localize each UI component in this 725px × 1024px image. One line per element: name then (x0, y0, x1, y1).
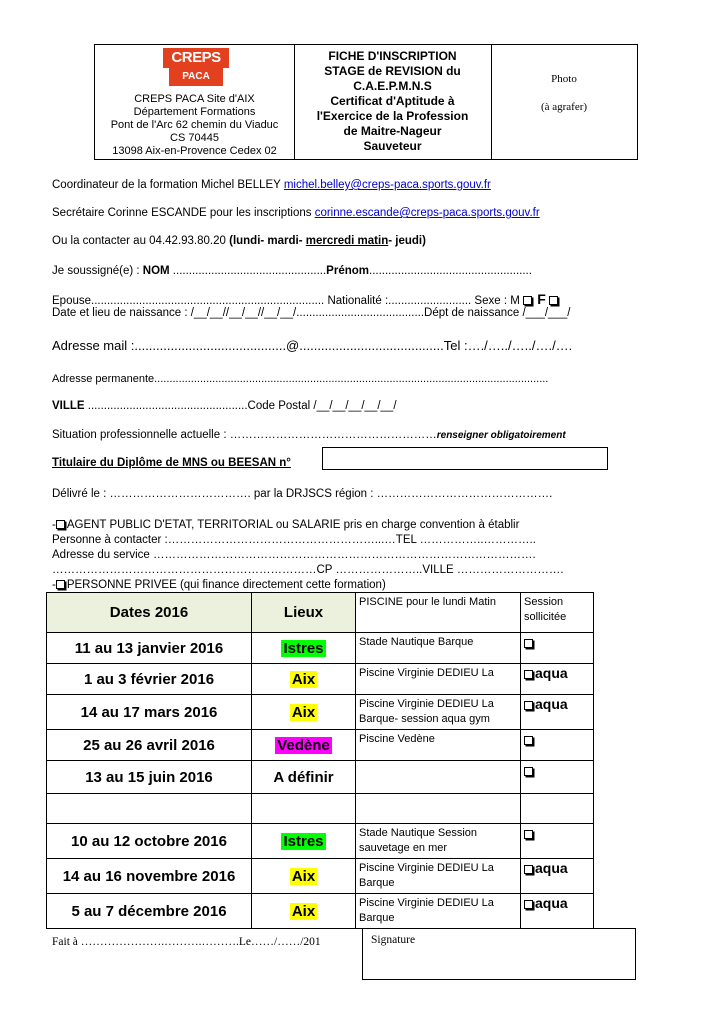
secretary-email-link[interactable]: corinne.escande@creps-paca.sports.gouv.fr (314, 207, 540, 219)
session-checkbox[interactable] (524, 701, 533, 710)
delivered-field[interactable]: Délivré le : ………………………………. par la DRJSCS région : ………………………………………. (52, 488, 553, 500)
agent-option[interactable]: - AGENT PUBLIC D'ETAT, TERRITORIAL ou SALARIE pris en charge convention à établir (52, 519, 520, 531)
table-header-row (47, 593, 594, 633)
table-row: 14 au 17 mars 2016 Aix Piscine Virginie DEDIEU La Barque- session aqua gym aqua (47, 695, 594, 730)
header-lieux: Lieux (252, 593, 356, 633)
header-organization-cell (95, 45, 295, 159)
signature-label: Signature (371, 934, 416, 946)
email-phone-field[interactable]: Adresse mail :..........................................@........................................Tel :…./…../…../…./…. (52, 338, 573, 353)
name-field[interactable]: Je soussigné(e) : NOM ................................................Prénom................................................... (52, 265, 532, 277)
service-address-field[interactable]: Adresse du service ………………………………………………………………………………………. (52, 549, 536, 561)
phone-line: Ou la contacter au 04.42.93.80.20 (lundi- mardi- mercredi matin- jeudi) (52, 235, 426, 247)
photo-label: Photo (551, 73, 577, 85)
diploma-number-input[interactable] (322, 447, 608, 470)
session-checkbox[interactable] (524, 670, 533, 679)
fait-a-field[interactable]: Fait à ………………….……….……….Le……/……/201 (52, 936, 321, 948)
table-row-empty (47, 794, 594, 824)
sex-m-checkbox[interactable] (523, 296, 532, 305)
situation-field[interactable]: Situation professionnelle actuelle : ………………………………………………renseigner obligatoirement (52, 429, 566, 441)
header-session: Session sollicitée (521, 593, 594, 633)
session-checkbox[interactable] (524, 736, 533, 745)
table-row: 13 au 15 juin 2016 A définir (47, 761, 594, 794)
header-box (94, 44, 638, 160)
signature-box[interactable] (362, 928, 636, 980)
sessions-table (46, 592, 594, 929)
contact-person-field[interactable]: Personne à contacter :………………………………………………...…TEL ……………..………….. (52, 534, 536, 546)
diploma-label: Titulaire du Diplôme de MNS ou BEESAN n° (52, 457, 291, 469)
epouse-field[interactable]: Epouse......................................................................... Nationalité :.......................... Sexe : M F (52, 292, 560, 308)
coordinator-line: Coordinateur de la formation Michel BELLEY michel.belley@creps-paca.sports.gouv.fr (52, 179, 491, 191)
table-row: 25 au 26 avril 2016 Vedène Piscine Vedène (47, 730, 594, 761)
session-checkbox[interactable] (524, 830, 533, 839)
form-title: FICHE D'INSCRIPTION STAGE de REVISION du C.A.E.P.M.N.S Certificat d'Aptitude à l'Exercice de la Profession de Maitre-Nageur Sauveteur (316, 49, 469, 153)
header-dates: Dates 2016 (47, 593, 252, 633)
table-row: 14 au 16 novembre 2016 Aix Piscine Virginie DEDIEU La Barque aqua (47, 859, 594, 894)
session-checkbox[interactable] (524, 767, 533, 776)
agent-checkbox[interactable] (56, 520, 65, 529)
sex-f-checkbox[interactable] (549, 296, 558, 305)
organization-address: CREPS PACA Site d'AIX Département Formations Pont de l'Arc 62 chemin du Viaduc CS 70445 13098 Aix-en-Provence Cedex 02 (110, 93, 279, 157)
header-title-cell (294, 45, 492, 159)
header-piscine: PISCINE pour le lundi Matin (356, 593, 521, 633)
photo-cell[interactable] (491, 45, 637, 159)
table-row: 1 au 3 février 2016 Aix Piscine Virginie DEDIEU La aqua (47, 664, 594, 695)
secretary-line: Secrétaire Corinne ESCANDE pour les inscriptions corinne.escande@creps-paca.sports.gouv.fr (52, 207, 540, 219)
creps-logo: CREPS PACA (163, 48, 229, 90)
table-row: 10 au 12 octobre 2016 Istres Stade Nautique Session sauvetage en mer (47, 824, 594, 859)
service-cp-field[interactable]: ……………………………………………………………CP …………………..VILLE ………………………. (52, 564, 564, 576)
session-checkbox[interactable] (524, 639, 533, 648)
address-field[interactable]: Adresse permanente................................................................................................................................. (52, 373, 549, 385)
table-row: 11 au 13 janvier 2016 Istres Stade Nautique Barque (47, 633, 594, 664)
coordinator-email-link[interactable]: michel.belley@creps-paca.sports.gouv.fr (283, 179, 491, 191)
birth-field[interactable]: Date et lieu de naissance : /__/__//__/__//__/__/........................................Dépt de naissance /___/___/ (52, 307, 571, 319)
session-checkbox[interactable] (524, 865, 533, 874)
session-checkbox[interactable] (524, 900, 533, 909)
private-option[interactable]: - PERSONNE PRIVEE (qui finance directement cette formation) (52, 579, 386, 591)
table-row: 5 au 7 décembre 2016 Aix Piscine Virginie DEDIEU La Barque aqua (47, 894, 594, 929)
private-checkbox[interactable] (56, 580, 65, 589)
photo-note: (à agrafer) (540, 101, 588, 113)
city-field[interactable]: VILLE ..................................................Code Postal /__/__/__/__/__/ (52, 400, 397, 412)
